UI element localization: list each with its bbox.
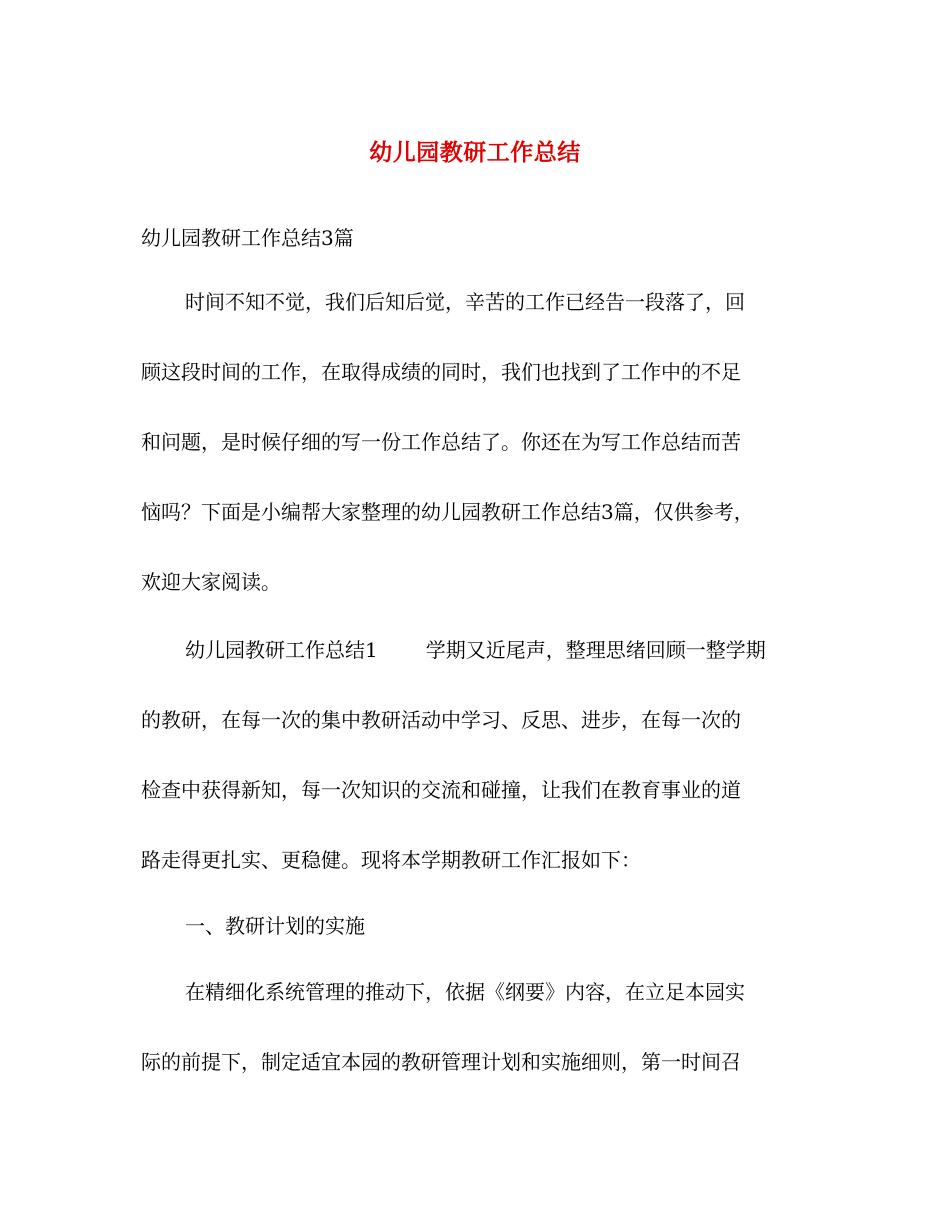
paragraph-line: 际的前提下，制定适宜本园的教研管理计划和实施细则，第一时间召 [141,1050,741,1074]
paragraph-line [185,636,865,664]
section-heading: 一、教研计划的实施 [185,914,365,938]
paragraph-line: 欢迎大家阅读。 [141,570,281,594]
paragraph-line: 顾这段时间的工作，在取得成绩的同时，我们也找到了工作中的不足 [141,360,741,384]
paragraph-line: 检查中获得新知，每一次知识的交流和碰撞，让我们在教育事业的道 [141,778,741,802]
paragraph-text: 学期又近尾声，整理思绪回顾一整学期 [425,638,766,662]
paragraph-line: 时间不知不觉，我们后知后觉，辛苦的工作已经告一段落了，回 [185,290,745,314]
section-heading: 幼儿园教研工作总结1 [185,638,378,662]
paragraph-line: 的教研，在每一次的集中教研活动中学习、反思、进步，在每一次的 [141,708,741,732]
paragraph-line: 在精细化系统管理的推动下，依据《纲要》内容，在立足本园实 [185,980,745,1004]
paragraph-line: 和问题，是时候仔细的写一份工作总结了。你还在为写工作总结而苦 [141,430,741,454]
paragraph-line: 路走得更扎实、更稳健。现将本学期教研工作汇报如下： [141,848,641,872]
document-subtitle: 幼儿园教研工作总结3篇 [141,226,354,250]
document-title: 幼儿园教研工作总结 [369,139,581,166]
paragraph-line: 恼吗？下面是小编帮大家整理的幼儿园教研工作总结3篇，仅供参考， [141,500,754,524]
